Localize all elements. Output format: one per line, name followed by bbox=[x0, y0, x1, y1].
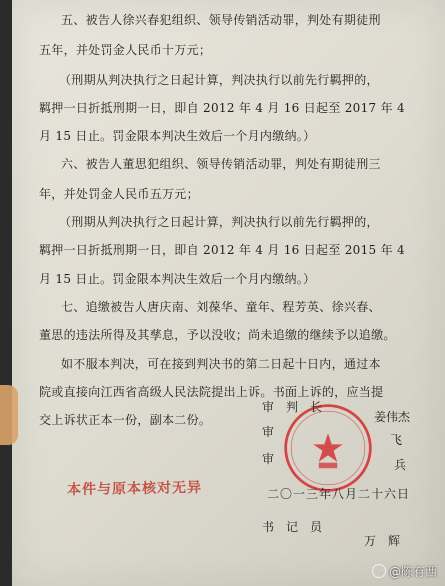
copy-verified-stamp: 本件与原本核对无异 bbox=[66, 479, 203, 499]
text-line: 月 15 日止。罚金限本判决生效后一个月内缴纳。） bbox=[39, 129, 316, 143]
judge-title: 审 bbox=[262, 425, 275, 439]
judge-name: 飞 bbox=[390, 433, 403, 447]
text-line: 七、追缴被告人唐庆南、刘葆华、童年、程芳英、徐兴春、 bbox=[61, 300, 381, 314]
judge-name: 兵 bbox=[394, 458, 407, 472]
text-line: 六、被告人董思犯组织、领导传销活动罪，判处有期徒刑三 bbox=[61, 157, 381, 171]
weibo-icon bbox=[372, 564, 386, 578]
text-line: 院或直接向江西省高级人民法院提出上诉。书面上诉的，应当提 bbox=[39, 385, 384, 399]
court-seal bbox=[282, 402, 374, 494]
watermark-text: @陈有西 bbox=[388, 565, 437, 579]
judgment-date: 二〇一三年八月二十六日 bbox=[267, 487, 411, 501]
text-line: 羁押一日折抵刑期一日，即自 2012 年 4 月 16 日起至 2015 年 4 bbox=[39, 243, 405, 257]
text-line: 羁押一日折抵刑期一日，即自 2012 年 4 月 16 日起至 2017 年 4 bbox=[39, 101, 405, 115]
text-line: 五、被告人徐兴春犯组织、领导传销活动罪，判处有期徒刑 bbox=[61, 13, 381, 27]
chief-judge-name: 姜伟杰 bbox=[374, 410, 411, 424]
text-line: （刑期从判决执行之日起计算，判决执行以前先行羁押的， bbox=[59, 215, 379, 229]
text-line: 董思的违法所得及其孳息，予以没收；尚未追缴的继续予以追缴。 bbox=[39, 328, 396, 342]
watermark bbox=[372, 563, 437, 580]
text-line: 如不服本判决，可在接到判决书的第二日起十日内，通过本 bbox=[61, 357, 381, 371]
text-line: 月 15 日止。罚金限本判决生效后一个月内缴纳。） bbox=[39, 272, 316, 286]
text-line: 五年，并处罚金人民币十万元； bbox=[39, 43, 212, 57]
chief-judge-title: 审 判 长 bbox=[262, 400, 323, 414]
document-page bbox=[12, 0, 445, 586]
text-line: （刑期从判决执行之日起计算，判决执行以前先行羁押的， bbox=[59, 73, 379, 87]
clerk-name: 万 辉 bbox=[364, 534, 401, 548]
clerk-title: 书 记 员 bbox=[262, 520, 323, 534]
text-line: 交上诉状正本一份，副本二份。 bbox=[39, 413, 212, 427]
text-line: 年，并处罚金人民币五万元； bbox=[39, 187, 199, 201]
judge-title: 审 bbox=[262, 452, 275, 466]
finger bbox=[0, 385, 18, 445]
